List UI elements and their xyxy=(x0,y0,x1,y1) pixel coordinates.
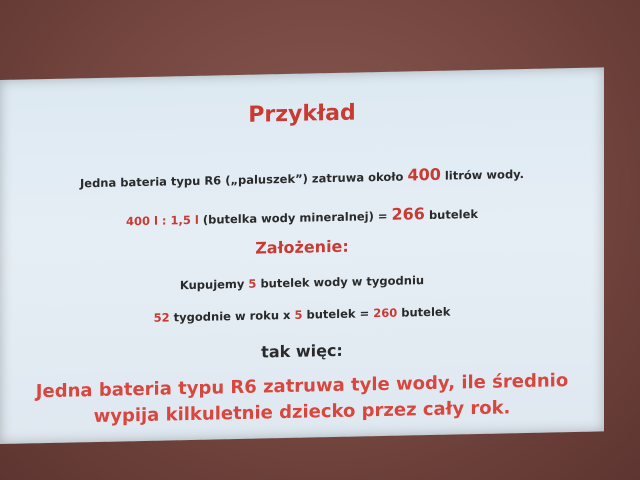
projection-screen xyxy=(0,67,604,444)
assumption-number: 5 xyxy=(248,276,257,291)
slide-title: Przykład xyxy=(248,100,356,128)
fact-text-end: litrów wody. xyxy=(440,167,524,183)
conclusion-line-1: Jedna bateria typu R6 zatruwa tyle wody, ile średnio xyxy=(35,370,569,403)
calc-unit: butelek xyxy=(424,206,479,223)
fact-line xyxy=(0,161,604,193)
fact-number: 400 xyxy=(407,164,441,185)
assumption-text: Kupujemy xyxy=(179,276,249,293)
fact-text: Jedna bateria typu R6 („paluszek”) zatruwa około xyxy=(79,169,408,191)
calculation-line xyxy=(0,200,604,232)
calc-operands: 400 l : 1,5 l xyxy=(125,212,199,229)
bottles-text: butelek = xyxy=(302,306,374,322)
bottles-number: 5 xyxy=(294,307,303,322)
yearly-calculation-line xyxy=(0,301,604,328)
conclusion-heading: tak więc: xyxy=(261,340,343,362)
assumption-line xyxy=(0,269,604,296)
weeks-text: tygodnie w roku x xyxy=(169,307,295,325)
yearly-unit: butelek xyxy=(397,304,451,320)
calc-text: (butelka wody mineralnej) = xyxy=(198,208,392,227)
conclusion-text xyxy=(0,367,604,432)
conclusion-line-2: wypija kilkuletnie dziecko przez cały rok. xyxy=(93,397,511,428)
assumption-text-end: butelek wody w tygodniu xyxy=(256,273,425,291)
yearly-result: 260 xyxy=(373,305,398,321)
weeks-number: 52 xyxy=(153,310,170,325)
assumption-heading: Założenie: xyxy=(255,236,349,258)
calc-result: 266 xyxy=(391,204,425,224)
